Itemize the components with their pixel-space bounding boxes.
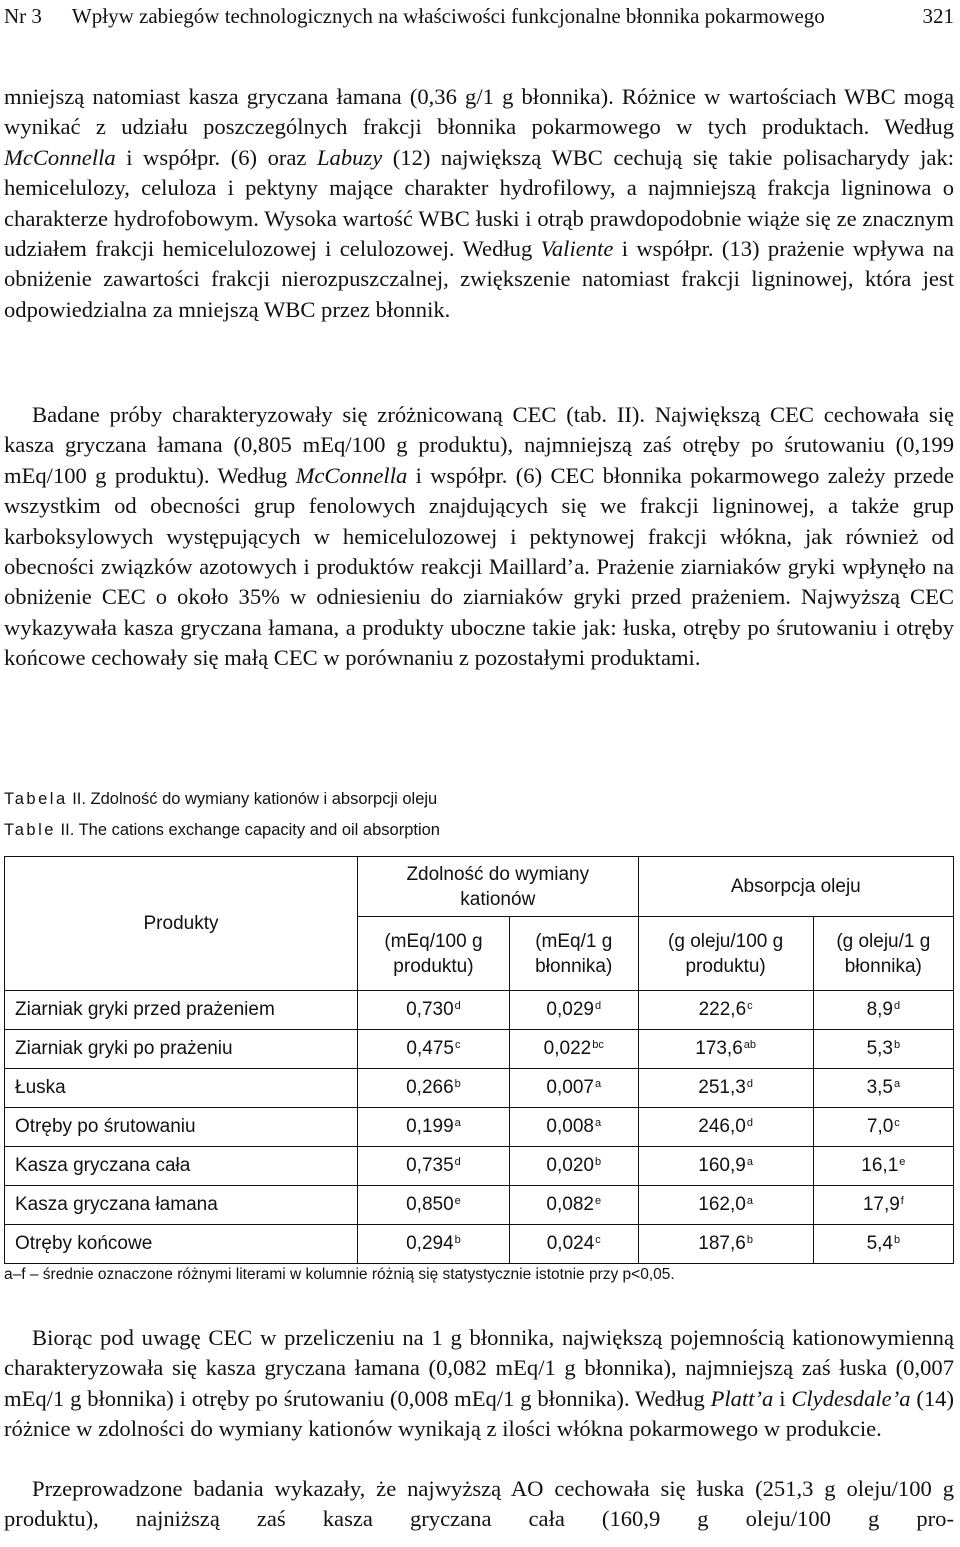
page-number: 321 — [922, 4, 954, 28]
column-header: (mEq/1 g błonnika) — [509, 917, 638, 991]
paragraph-wbc: mniejszą natomiast kasza gryczana łamana (0,36 g/1 g błonnika). Różnice w wartościach WBC mogą wynikać z udziału poszczególnych frakcji błonnika pokarmowego w tych produktach. Według McConnella i współpr. (6) oraz Labuzy (12) największą WBC cechują się takie polisacharydy jak: hemicelulozy, celuloza i pektyny mające charakter hydrofilowy, a najmniejszą frakcja ligninowa o charakterze hydrofobowym. Wysoka wartość WBC łuski i otrąb prawdopodobnie wiąże się ze znacznym udziałem frakcji hemicelulozowej i celulozowej. Według Valiente i współpr. (13) prażenie wpływa na obniżenie zawartości frakcji nierozpuszczalnej, zwiększenie natomiast frakcji ligninowej, która jest odpowiedzialna za mniejszą WBC przez błonnik. — [4, 84, 954, 322]
column-group-cation-exchange: Zdolność do wymiany kationów — [358, 857, 639, 917]
paragraph-cec-fibre: Biorąc pod uwagę CEC w przeliczeniu na 1 g błonnika, największą pojemnością kationowymienną charakteryzowała się kasza gryczana łamana (0,082 mEq/1 g błonnika), najmniejszą zaś łuska (0,007 mEq/1 g błonnika) i otręby po śrutowaniu (0,008 mEq/1 g błonnika). Według Platt’a i Clydesdale’a (14) różnice w zdolności do wymiany kationów wynikają z ilości włókna pokarmowego w produkcie. — [4, 1325, 955, 1442]
author-citation: McConnella — [4, 144, 116, 170]
journal-issue: Nr 3 — [4, 4, 42, 28]
table-caption-en: Table II. The cations exchange capacity and oil absorption — [4, 821, 440, 839]
header-left — [4, 4, 825, 29]
author-citation: Labuzy — [316, 144, 383, 170]
table-row: Otręby po śrutowaniu 0,199$^a$ 0,008$^a$ 246,0$^d$ 7,0$^c$ — [5, 1108, 954, 1147]
table-row: Otręby końcowe 0,294$^b$ 0,024$^c$ 187,6$^b$ 5,4$^b$ — [5, 1225, 954, 1264]
column-group-oil-absorption: Absorpcja oleju — [638, 857, 953, 917]
column-header: (g oleju/1 g błonnika) — [813, 917, 953, 991]
running-title: Wpływ zabiegów technologicznych na właściwości funkcjonalne błonnika pokarmowego — [71, 4, 825, 28]
table-row: Kasza gryczana cała 0,735$^d$ 0,020$^b$ 160,9$^a$ 16,1e — [5, 1147, 954, 1186]
table-row: Ziarniak gryki po prażeniu 0,475$^c$ 0,022$^{bc}$ 173,6$^{ab}$ 5,3$^b$ — [5, 1030, 954, 1069]
author-citation: McConnella — [295, 462, 408, 488]
running-header — [4, 4, 954, 30]
column-header-products: Produkty — [5, 857, 358, 991]
column-header: (g oleju/100 g produktu) — [638, 917, 813, 991]
author-citation: Platt’a — [710, 1385, 774, 1411]
paragraph-oil-absorption: Przeprowadzone badania wykazały, że najwyższą AO cechowała się łuska (251,3 g oleju/100 g produktu), najniższą zaś kasza gryczana cała (160,9 g oleju/100 g pro- — [4, 1476, 954, 1532]
table-row: Łuska 0,266$^b$ 0,007$^a$ 251,3$^d$ 3,5$^a$ — [5, 1069, 954, 1108]
data-table — [4, 856, 954, 1264]
table-row: Kasza gryczana łamana 0,850e 0,082e 162,0$^a$ 17,9$^f$ — [5, 1186, 954, 1225]
column-header: (mEq/100 g produktu) — [358, 917, 510, 991]
paragraph-cec: Badane próby charakteryzowały się zróżnicowaną CEC (tab. II). Największą CEC cechowała się kasza gryczana łamana (0,805 mEq/100 g produktu), najmniejszą zaś otręby po śrutowaniu (0,199 mEq/100 g produktu). Według McConnella i współpr. (6) CEC błonnika pokarmowego zależy przede wszystkim od obecności grup fenolowych znajdujących się we frakcji ligninowej, a także grup karboksylowych występujących w hemicelulozowej i pektynowej frakcji włókna, jak również od obecności związków azotowych i produktów reakcji Maillard’a. Prażenie ziarniaków gryki wpłynęło na obniżenie CEC o około 35% w odniesieniu do ziarniaków gryki przed prażeniem. Najwyższą CEC wykazywała kasza gryczana łamana, a produkty uboczne takie jak: łuska, otręby po śrutowaniu i otręby końcowe cechowały się małą CEC w porównaniu z pozostałymi produktami. — [4, 402, 954, 671]
table-row: Ziarniak gryki przed prażeniem 0,730$^d$ 0,029$^d$ 222,6$^c$ 8,9$^d$ — [5, 991, 954, 1030]
table-footnote: a–f – średnie oznaczone różnymi literami w kolumnie różnią się statystycznie istotnie przy p<0,05. — [4, 1266, 675, 1283]
table-caption-pl: Tabela II. Zdolność do wymiany kationów i absorpcji oleju — [4, 790, 438, 808]
author-citation: Valiente — [540, 236, 614, 262]
author-citation: Clydesdale’a — [791, 1385, 911, 1411]
